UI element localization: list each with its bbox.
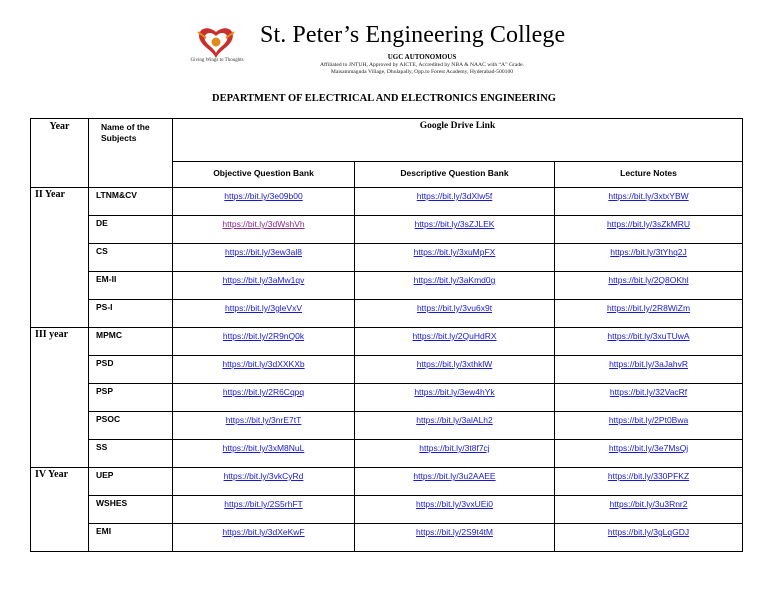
objective-link-cell (173, 496, 355, 524)
year-label: III year (31, 328, 89, 468)
header-objective: Objective Question Bank (173, 162, 355, 188)
objective-link-cell (173, 244, 355, 272)
lecture-notes-link-cell (555, 356, 743, 384)
lecture-notes-link-cell (555, 188, 743, 216)
objective-link-cell (173, 328, 355, 356)
table-row (31, 188, 743, 216)
descriptive-link[interactable]: https://bit.ly/3vu6x9t (416, 303, 493, 313)
college-header (180, 22, 600, 82)
table-row (31, 356, 743, 384)
objective-link-cell (173, 412, 355, 440)
lecture-notes-link[interactable]: https://bit.ly/2R8WiZm (606, 303, 691, 313)
lecture-notes-link-cell (555, 216, 743, 244)
table-row (31, 412, 743, 440)
objective-link-cell (173, 300, 355, 328)
subject-name: SS (89, 440, 173, 468)
table-row (31, 272, 743, 300)
lecture-notes-link-cell (555, 384, 743, 412)
objective-link[interactable]: https://bit.ly/3vkCyRd (223, 471, 304, 481)
descriptive-link-cell (355, 188, 555, 216)
table-row (31, 468, 743, 496)
lecture-notes-link-cell (555, 496, 743, 524)
objective-link-cell (173, 272, 355, 300)
lecture-notes-link[interactable]: https://bit.ly/330PFKZ (607, 471, 690, 481)
lecture-notes-link-cell (555, 440, 743, 468)
descriptive-link[interactable]: https://bit.ly/3ew4hYk (414, 387, 495, 397)
drive-links-table (30, 118, 743, 552)
subject-name: PSOC (89, 412, 173, 440)
header-google-drive-link: Google Drive Link (173, 119, 743, 162)
affiliation-line-1: Affiliated to JNTUH, Approved by AICTE, Accredited by NBA & NAAC with “A” Grade. (319, 62, 525, 68)
lecture-notes-link[interactable]: https://bit.ly/3e7MsQj (608, 443, 689, 453)
descriptive-link[interactable]: https://bit.ly/3vxUEi0 (415, 499, 493, 509)
objective-link-cell (173, 468, 355, 496)
objective-link-cell (173, 524, 355, 552)
lecture-notes-link[interactable]: https://bit.ly/3u3Rnr2 (609, 499, 688, 509)
lecture-notes-link[interactable]: https://bit.ly/2Pt0Bwa (608, 415, 689, 425)
table-row (31, 384, 743, 412)
lecture-notes-link-cell (555, 244, 743, 272)
table-row (31, 496, 743, 524)
descriptive-link[interactable]: https://bit.ly/2QuHdRX (412, 331, 497, 341)
lecture-notes-link[interactable]: https://bit.ly/3xuTUwA (607, 331, 690, 341)
lecture-notes-link-cell (555, 328, 743, 356)
year-label: IV Year (31, 468, 89, 552)
objective-link[interactable]: https://bit.ly/3gleVxV (224, 303, 302, 313)
header-year: Year (31, 119, 89, 188)
objective-link-cell (173, 384, 355, 412)
affiliation-line-2: Maisammaguda Village, Dhulapally, Opp.to Forest Academy, Hyderabad-500100 (330, 68, 514, 75)
subject-name: MPMC (89, 328, 173, 356)
subject-name: PS-I (89, 300, 173, 328)
lecture-notes-link[interactable]: https://bit.ly/3sZkMRU (606, 219, 691, 229)
autonomous-label: UGC AUTONOMOUS (387, 53, 457, 61)
descriptive-link[interactable]: https://bit.ly/3alALh2 (416, 415, 493, 425)
table-row (31, 300, 743, 328)
subject-name: DE (89, 216, 173, 244)
year-label: II Year (31, 188, 89, 328)
header-descriptive: Descriptive Question Bank (355, 162, 555, 188)
subject-name: PSD (89, 356, 173, 384)
subject-name: UEP (89, 468, 173, 496)
descriptive-link-cell (355, 328, 555, 356)
table-row (31, 328, 743, 356)
lecture-notes-link[interactable]: https://bit.ly/3aJahvR (609, 359, 688, 369)
objective-link[interactable]: https://bit.ly/3dXXKXb (222, 359, 305, 369)
subject-name: WSHES (89, 496, 173, 524)
descriptive-link-cell (355, 412, 555, 440)
lecture-notes-link-cell (555, 412, 743, 440)
lecture-notes-link[interactable]: https://bit.ly/32VacRf (609, 387, 688, 397)
lecture-notes-link-cell (555, 272, 743, 300)
objective-link-cell (173, 440, 355, 468)
lecture-notes-link[interactable]: https://bit.ly/3tYhq2J (610, 247, 687, 257)
objective-link[interactable]: https://bit.ly/3ew3al8 (224, 247, 302, 257)
descriptive-link-cell (355, 496, 555, 524)
objective-link-cell (173, 216, 355, 244)
table-row (31, 216, 743, 244)
subject-name: PSP (89, 384, 173, 412)
affiliation-text (260, 62, 584, 75)
header-lecture-notes: Lecture Notes (555, 162, 743, 188)
descriptive-link[interactable]: https://bit.ly/3u2AAEE (413, 471, 496, 481)
lecture-notes-link-cell (555, 524, 743, 552)
descriptive-link-cell (355, 216, 555, 244)
descriptive-link-cell (355, 356, 555, 384)
objective-link-cell (173, 356, 355, 384)
descriptive-link-cell (355, 244, 555, 272)
department-title: DEPARTMENT OF ELECTRICAL AND ELECTRONICS ENGINEERING (212, 93, 556, 104)
objective-link[interactable]: https://bit.ly/2R6Cqpq (222, 387, 305, 397)
table-row (31, 244, 743, 272)
subject-name: LTNM&CV (89, 188, 173, 216)
header-subject: Name of the Subjects (89, 119, 173, 188)
descriptive-link[interactable]: https://bit.ly/3dXlw5f (416, 191, 493, 201)
descriptive-link-cell (355, 524, 555, 552)
subject-name: EM-II (89, 272, 173, 300)
objective-link[interactable]: https://bit.ly/2S5rhFT (224, 499, 303, 509)
objective-link[interactable]: https://bit.ly/3e09b00 (224, 191, 303, 201)
lecture-notes-link-cell (555, 300, 743, 328)
lecture-notes-link[interactable]: https://bit.ly/2Q8OKhl (608, 275, 689, 285)
descriptive-link-cell (355, 300, 555, 328)
subject-name: CS (89, 244, 173, 272)
descriptive-link[interactable]: https://bit.ly/3sZJLEK (414, 219, 495, 229)
lecture-notes-link-cell (555, 468, 743, 496)
table-row (31, 524, 743, 552)
objective-link[interactable]: https://bit.ly/2R9nQ0k (222, 331, 305, 341)
descriptive-link[interactable]: https://bit.ly/3aKmd0g (413, 275, 496, 285)
descriptive-link[interactable]: https://bit.ly/2S9t4tM (415, 527, 493, 537)
lecture-notes-link[interactable]: https://bit.ly/3gLqGDJ (607, 527, 690, 537)
table-row (31, 440, 743, 468)
lecture-notes-link[interactable]: https://bit.ly/3xtxYBW (608, 191, 689, 201)
objective-link[interactable]: https://bit.ly/3xM8NuL (222, 443, 305, 453)
descriptive-link-cell (355, 440, 555, 468)
objective-link[interactable]: https://bit.ly/3nrE7tT (225, 415, 302, 425)
descriptive-link[interactable]: https://bit.ly/3xuMpFX (413, 247, 496, 257)
subject-name: EMI (89, 524, 173, 552)
objective-link[interactable]: https://bit.ly/3dWshVh (222, 219, 305, 229)
descriptive-link[interactable]: https://bit.ly/3xthklW (416, 359, 493, 369)
tagline: Giving Wings to Thoughts (190, 58, 244, 63)
descriptive-link-cell (355, 468, 555, 496)
descriptive-link-cell (355, 384, 555, 412)
objective-link[interactable]: https://bit.ly/3aMw1qv (222, 275, 305, 285)
objective-link-cell (173, 188, 355, 216)
descriptive-link[interactable]: https://bit.ly/3t8f7cj (419, 443, 490, 453)
objective-link[interactable]: https://bit.ly/3dXeKwF (222, 527, 305, 537)
college-name: St. Peter’s Engineering College (260, 22, 566, 48)
descriptive-link-cell (355, 272, 555, 300)
